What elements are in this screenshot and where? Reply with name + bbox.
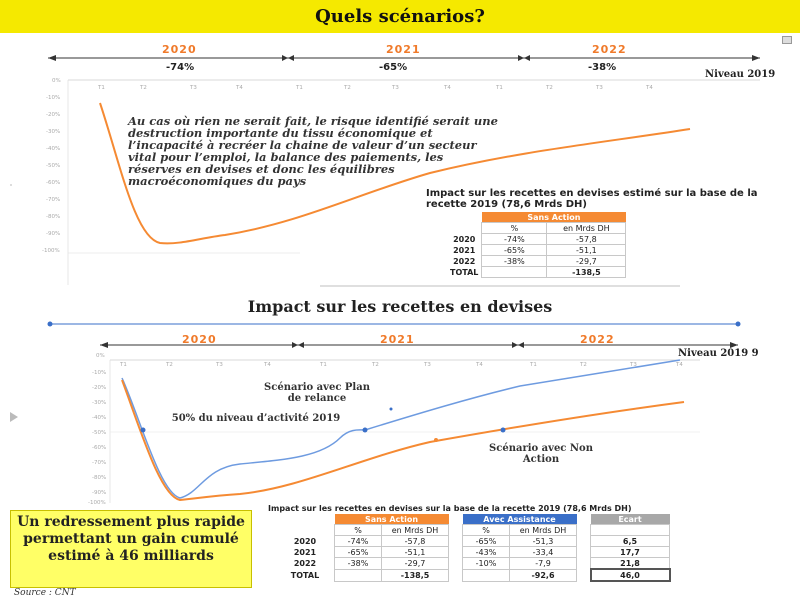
table2-header-sans-action: Sans Action: [335, 514, 449, 525]
annotation-plan-relance: Scénario avec Plan de relance: [264, 382, 370, 404]
callout-gain: Un redressement plus rapide permettant un gain cumulé estimé à 46 milliards: [10, 510, 252, 588]
table1: [447, 212, 626, 278]
svg-text:T1: T1: [296, 85, 303, 91]
svg-text:T4: T4: [476, 362, 483, 368]
chart2-year-2022: 2022: [580, 333, 615, 346]
table-row: 2022 -38% -29,7: [447, 256, 626, 267]
annotation-non-action: Scénario avec Non Action: [489, 443, 593, 465]
chart1-year-2021: 2021: [386, 43, 421, 56]
chart1-pct-2021: -65%: [379, 62, 408, 73]
svg-text:-50%: -50%: [92, 430, 107, 436]
table1-col-mrds: en Mrds DH: [547, 223, 626, 234]
chart2-year-2020: 2020: [182, 333, 217, 346]
chart1-pct-2022: -38%: [588, 62, 617, 73]
table2-title: Impact sur les recettes en devises sur la base de la recette 2019 (78,6 Mrds DH): [268, 504, 632, 513]
chart1-pct-2020: -74%: [166, 62, 195, 73]
svg-text:-10%: -10%: [92, 370, 107, 376]
svg-text:-80%: -80%: [46, 214, 61, 220]
chart2-year-2021: 2021: [380, 333, 415, 346]
table1-header-sans-action: Sans Action: [482, 212, 626, 223]
svg-text:T3: T3: [392, 85, 399, 91]
svg-text:-20%: -20%: [46, 112, 61, 118]
svg-text:T1: T1: [98, 85, 105, 91]
chart2-niveau-label: Niveau 2019 9: [678, 348, 759, 359]
page-title: Quels scénarios?: [0, 0, 800, 33]
svg-text:T1: T1: [496, 85, 503, 91]
svg-text:-90%: -90%: [46, 231, 61, 237]
chart1-year-2022: 2022: [592, 43, 627, 56]
svg-text:T3: T3: [216, 362, 223, 368]
series-sans-action-2: [122, 380, 684, 500]
table-row: 2020 -74% -57,8: [447, 234, 626, 245]
table-row-total: TOTAL -138,5 -92,6 46,0: [276, 569, 670, 581]
svg-text:-30%: -30%: [46, 129, 61, 135]
chart1-niveau-label: Niveau 2019: [705, 69, 776, 80]
svg-text:-60%: -60%: [46, 180, 61, 186]
svg-text:T4: T4: [236, 85, 243, 91]
table1-col-pct: %: [482, 223, 547, 234]
svg-text:T1: T1: [530, 362, 537, 368]
table-row: 2021 -65% -51,1 -43% -33,4 17,7: [276, 547, 670, 558]
table1-title: Impact sur les recettes en devises estimé sur la base de la recette 2019 (78,6 Mrds DH): [426, 188, 758, 210]
svg-text:T2: T2: [580, 362, 587, 368]
svg-text:-50%: -50%: [46, 163, 61, 169]
svg-text:-60%: -60%: [92, 445, 107, 451]
svg-text:T2: T2: [344, 85, 351, 91]
table2-header-avec-assistance: Avec Assistance: [463, 514, 577, 525]
svg-text:-20%: -20%: [92, 385, 107, 391]
svg-text:T2: T2: [166, 362, 173, 368]
series-plan-relance: [122, 360, 680, 498]
table2-header-ecart: Ecart: [591, 514, 670, 525]
svg-text:0%: 0%: [96, 353, 105, 359]
svg-text:T4: T4: [676, 362, 683, 368]
chart1-year-2020: 2020: [162, 43, 197, 56]
svg-text:-70%: -70%: [46, 197, 61, 203]
svg-text:-70%: -70%: [92, 460, 107, 466]
table-row: 2020 -74% -57,8 -65% -51,3 6,5: [276, 536, 670, 547]
svg-text:T2: T2: [140, 85, 147, 91]
svg-text:T2: T2: [372, 362, 379, 368]
table-row: 2022 -38% -29,7 -10% -7,9 21,8: [276, 558, 670, 570]
svg-text:T3: T3: [630, 362, 637, 368]
source-note: Source : CNT: [14, 588, 76, 598]
section2-title: Impact sur les recettes en devises: [247, 297, 553, 316]
svg-text:T2: T2: [546, 85, 553, 91]
svg-text:T1: T1: [120, 362, 127, 368]
table-row: 2021 -65% -51,1: [447, 245, 626, 256]
svg-text:-10%: -10%: [46, 95, 61, 101]
svg-text:-80%: -80%: [92, 475, 107, 481]
svg-text:-100%: -100%: [88, 500, 106, 506]
svg-text:-40%: -40%: [92, 415, 107, 421]
svg-text:T4: T4: [444, 85, 451, 91]
svg-text:-90%: -90%: [92, 490, 107, 496]
table2: Sans Action Avec Assistance Ecart % en Mrds DH % en Mrds DH 2020 -74% -57,8 -65% -51,3 6,5 2021 -65% -51,1 -43% -33,4 17,7 2022 -38% -29,7 -10% -7,9 21,8 TOTAL -138,5 -92,6 46,0: [276, 514, 671, 582]
annotation-50-pct: 50% du niveau d’activité 2019: [171, 413, 341, 424]
svg-text:T4: T4: [646, 85, 653, 91]
svg-text:T4: T4: [264, 362, 271, 368]
svg-text:T1: T1: [320, 362, 327, 368]
svg-text:T3: T3: [424, 362, 431, 368]
svg-text:-100%: -100%: [42, 248, 60, 254]
svg-text:0%: 0%: [52, 78, 61, 84]
table-row-total: TOTAL -138,5: [447, 267, 626, 278]
chart1-risk-note: Au cas où rien ne serait fait, le risque identifié serait une destruction importante du tissu économique et l’incapacité à recréer la chaine de valeur d’un secteur vital pour l’emploi, la balance des paiements, les réserves en devises et donc les équilibres macroéconomiques du pays: [128, 114, 498, 188]
svg-text:T3: T3: [190, 85, 197, 91]
svg-text:-30%: -30%: [92, 400, 107, 406]
svg-text:-40%: -40%: [46, 146, 61, 152]
svg-text:T3: T3: [596, 85, 603, 91]
side-marker-icon: [10, 412, 18, 422]
